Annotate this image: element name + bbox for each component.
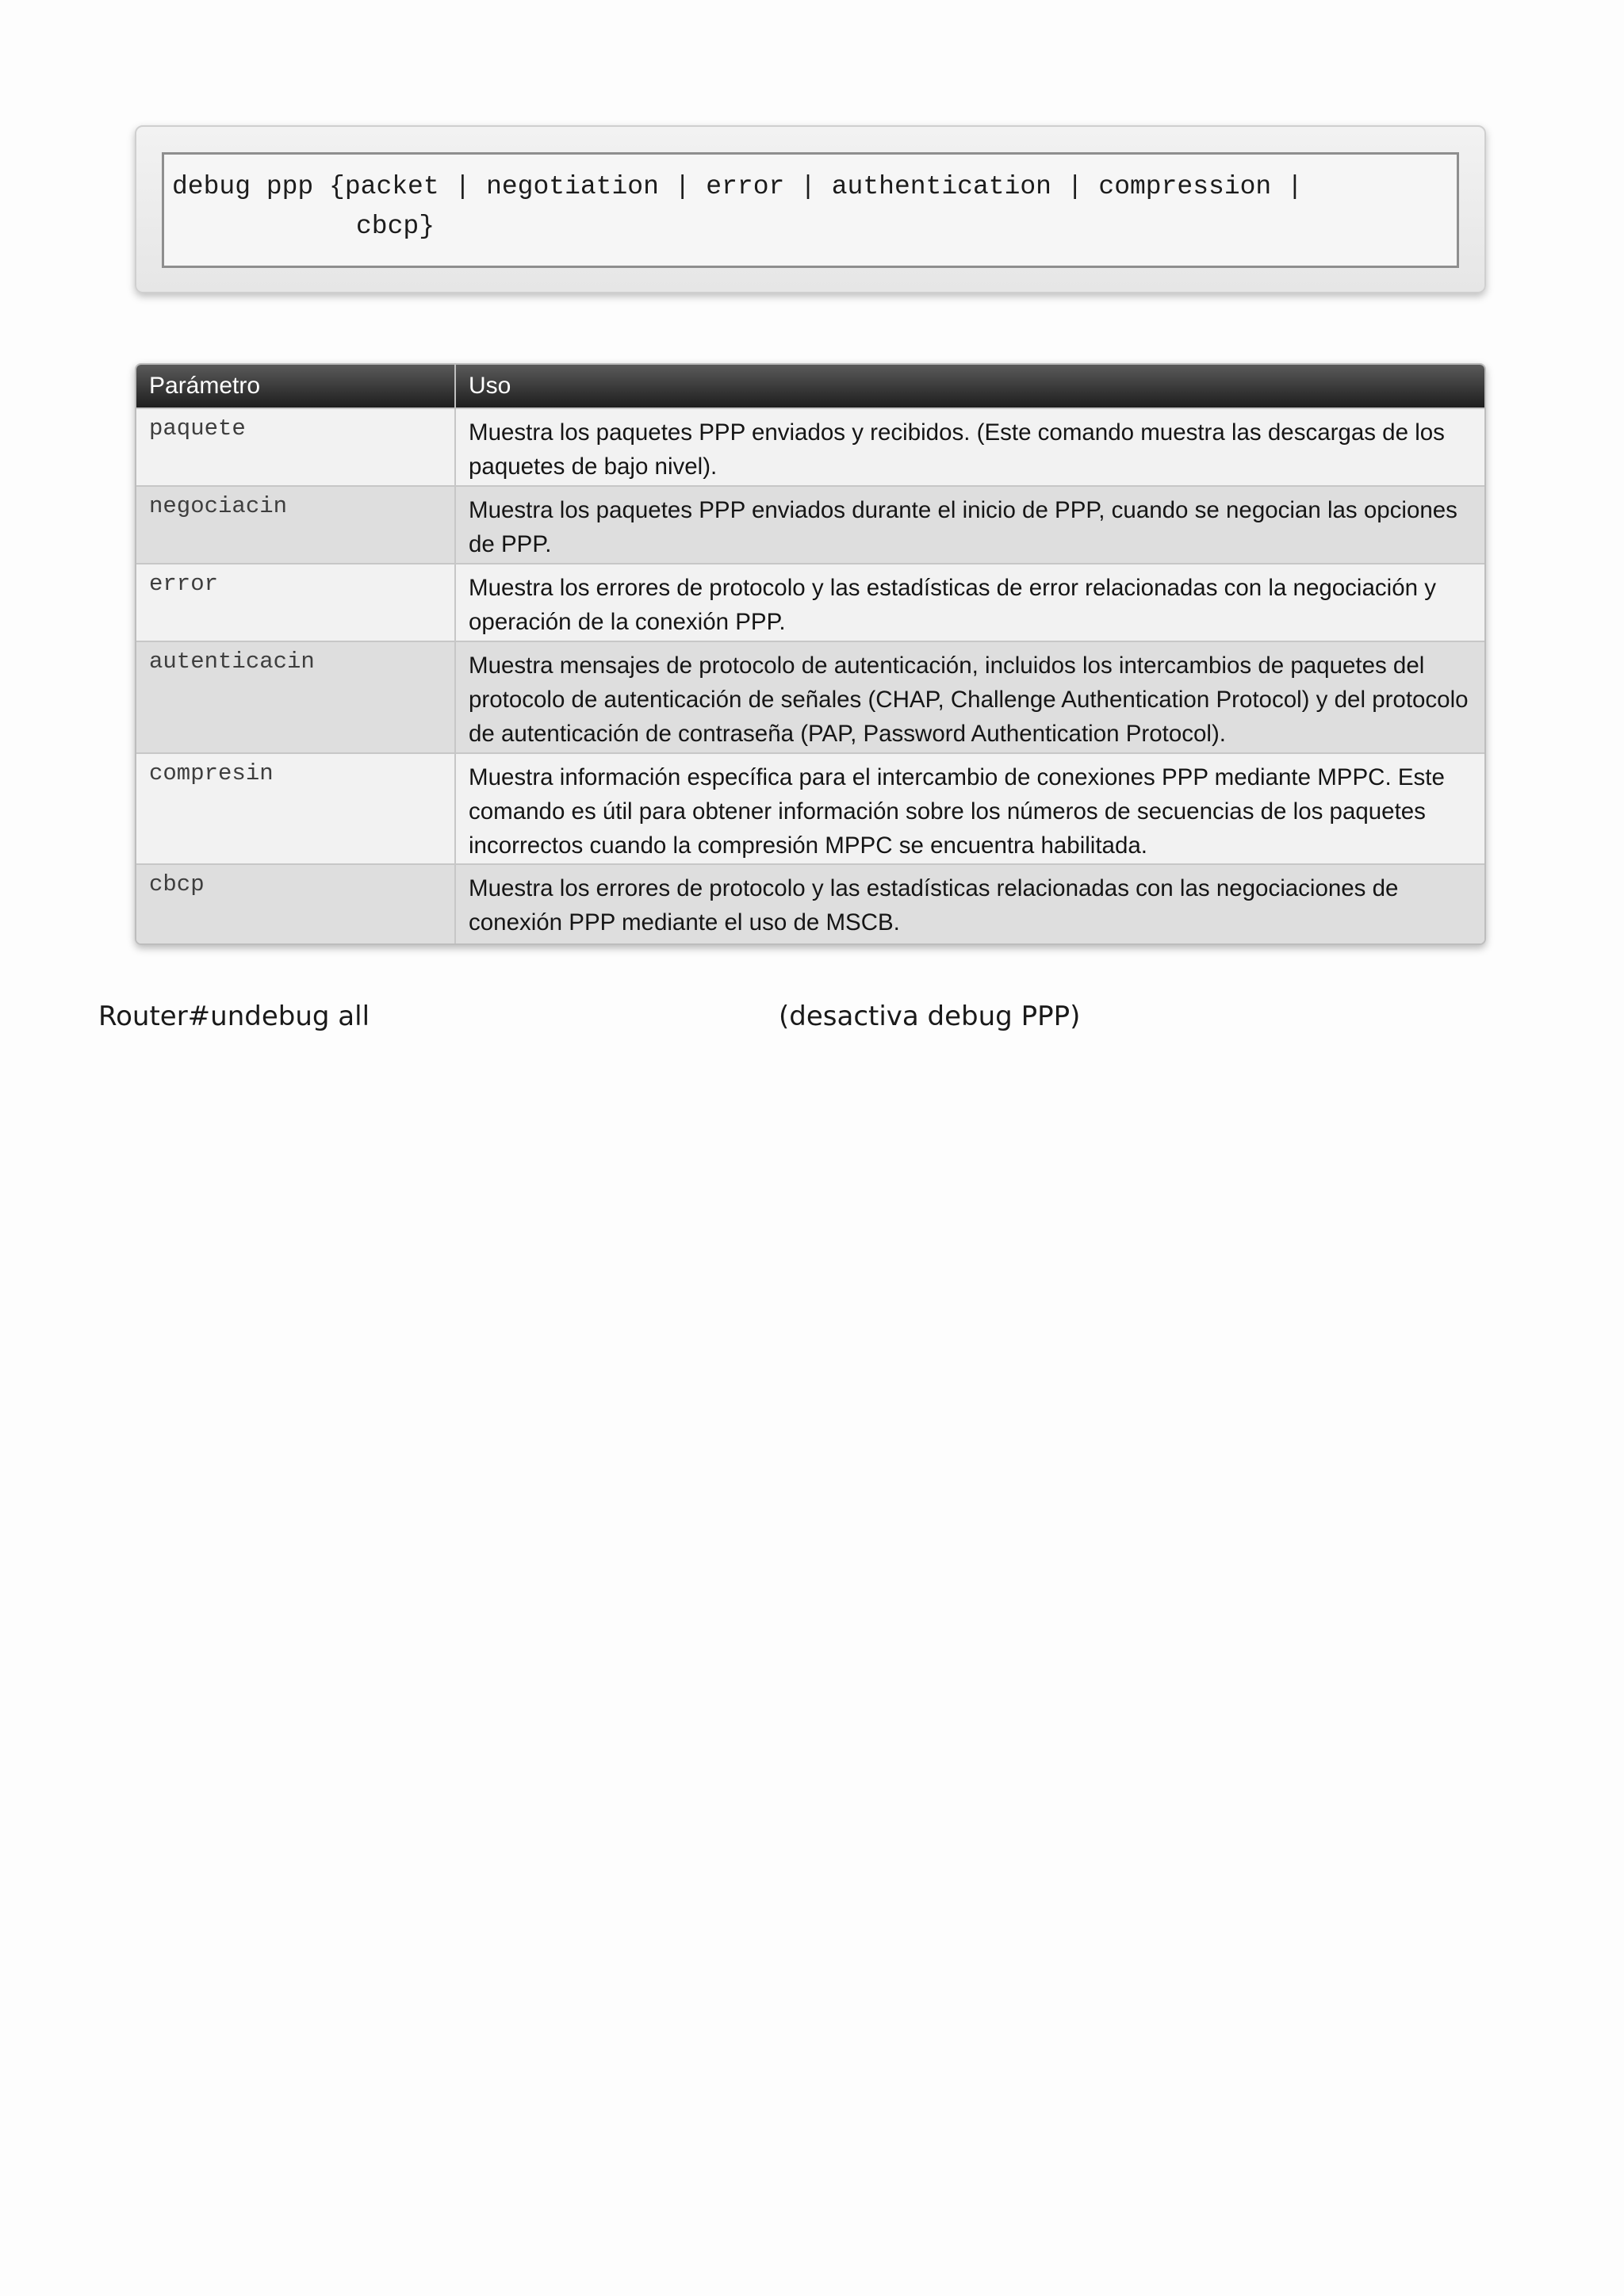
table-row: [136, 564, 1484, 641]
param-cell: negociacin: [136, 486, 455, 564]
undebug-note: (desactiva debug PPP): [779, 1001, 1081, 1032]
uso-cell: Muestra los paquetes PPP enviados durante el inicio de PPP, cuando se negocian las opciones de PPP.: [455, 486, 1484, 564]
table-row: [136, 641, 1484, 753]
table-row: [136, 864, 1484, 945]
command-line-1: debug ppp {packet | negotiation | error | authentication | compression |: [172, 172, 1303, 201]
uso-cell: Muestra los errores de protocolo y las estadísticas relacionadas con las negociaciones de conexión PPP mediante el uso de MSCB.: [455, 864, 1484, 945]
table-row: [136, 486, 1484, 564]
uso-cell: Muestra los errores de protocolo y las estadísticas de error relacionadas con la negociación y operación de la conexión PPP.: [455, 564, 1484, 641]
parameters-table-figure: [135, 363, 1486, 945]
table-row: [136, 408, 1484, 486]
header-uso: Uso: [455, 365, 1484, 408]
command-syntax-box: [162, 152, 1459, 268]
param-cell: compresin: [136, 753, 455, 864]
table-header-row: [136, 365, 1484, 408]
uso-cell: Muestra información específica para el intercambio de conexiones PPP mediante MPPC. Este comando es útil para obtener información sobre los números de secuencias de los paquetes incorrectos cuando la compresión MPPC se encuentra habilitada.: [455, 753, 1484, 864]
param-cell: error: [136, 564, 455, 641]
param-cell: cbcp: [136, 864, 455, 945]
param-cell: autenticacin: [136, 641, 455, 753]
table-row: [136, 753, 1484, 864]
uso-cell: Muestra los paquetes PPP enviados y recibidos. (Este comando muestra las descargas de los paquetes de bajo nivel).: [455, 408, 1484, 486]
param-cell: paquete: [136, 408, 455, 486]
uso-cell: Muestra mensajes de protocolo de autenticación, incluidos los intercambios de paquetes del protocolo de autenticación de señales (CHAP, Challenge Authentication Protocol) y del protocolo de autenticación de contraseña (PAP, Password Authentication Protocol).: [455, 641, 1484, 753]
parameters-table: [136, 365, 1484, 945]
command-line-2: cbcp}: [356, 212, 435, 241]
header-parametro: Parámetro: [136, 365, 455, 408]
undebug-command: Router#undebug all: [98, 1001, 370, 1032]
command-syntax-figure: [135, 125, 1486, 293]
